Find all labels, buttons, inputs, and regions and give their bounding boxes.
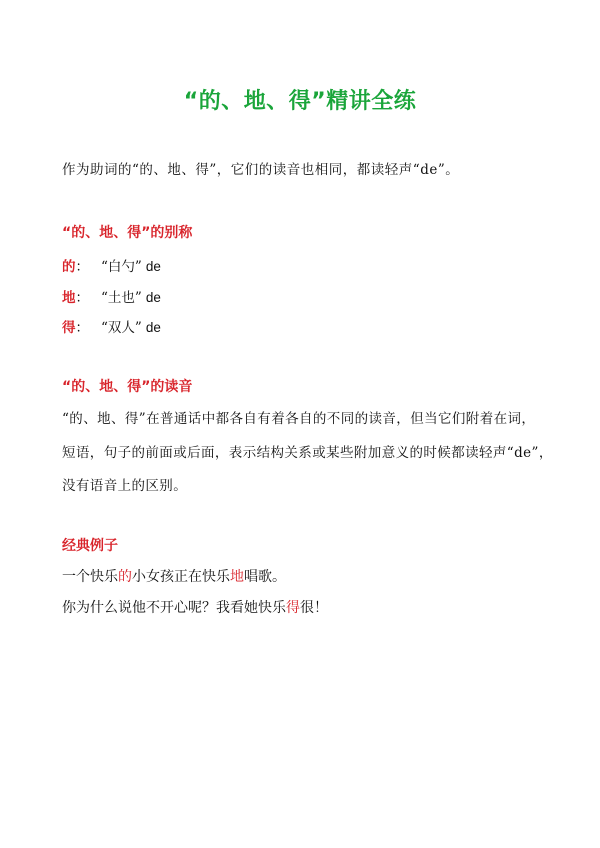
examples-heading: 经典例子 — [62, 538, 118, 554]
example-text: 小女孩正在快乐 — [132, 569, 230, 585]
alias-separator: ： — [75, 320, 89, 336]
aliases-heading: “的、地、得”的别称 — [62, 225, 193, 241]
alias-item-de — [62, 255, 161, 275]
alias-char: 得 — [62, 320, 76, 336]
alias-char: 的 — [62, 259, 76, 275]
alias-pinyin: de — [145, 259, 161, 274]
example-text: 你为什么说他不开心呢？我看她快乐 — [62, 600, 286, 616]
example-highlight: 的 — [118, 569, 132, 585]
example-text: 唱歌。 — [244, 569, 286, 585]
alias-item-dei — [62, 316, 161, 336]
alias-char: 地 — [62, 290, 76, 306]
alias-pinyin: de — [145, 320, 161, 335]
alias-separator: ： — [75, 290, 89, 306]
pronunciation-line: “的、地、得”在普通话中都各自有着各自的不同的读音，但当它们附着在词， — [62, 411, 536, 427]
intro-paragraph: 作为助词的“的、地、得”，它们的读音也相同，都读轻声“de”。 — [62, 162, 460, 178]
example-highlight: 得 — [286, 600, 300, 616]
example-sentence-2 — [62, 597, 328, 617]
example-highlight: 地 — [230, 569, 244, 585]
pronunciation-line: 没有语音上的区别。 — [62, 478, 188, 494]
pronunciation-heading: “的、地、得”的读音 — [62, 379, 193, 395]
example-text: 一个快乐 — [62, 569, 118, 585]
alias-separator: ： — [75, 259, 89, 275]
alias-pinyin: de — [145, 290, 161, 305]
page-title: “的、地、得”精讲全练 — [183, 89, 417, 114]
example-sentence-1 — [62, 566, 286, 586]
alias-item-di — [62, 286, 161, 306]
alias-name: “白勺” — [101, 259, 142, 275]
alias-name: “土也” — [101, 290, 142, 306]
example-text: 很！ — [300, 600, 328, 616]
pronunciation-line: 短语，句子的前面或后面，表示结构关系或某些附加意义的时候都读轻声“de”， — [62, 445, 553, 461]
alias-name: “双人” — [101, 320, 142, 336]
